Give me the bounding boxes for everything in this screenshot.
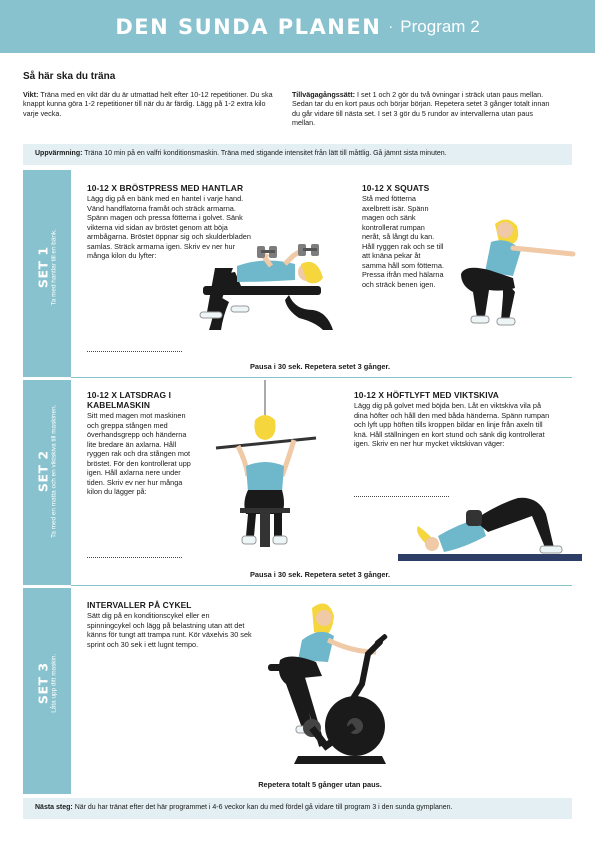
squat-illustration bbox=[455, 212, 580, 340]
set2-pause: Pausa i 30 sek. Repetera setet 3 gånger. bbox=[249, 570, 391, 579]
warmup-label: Uppvärmning: bbox=[35, 150, 83, 157]
next-step-text: När du har tränat efter det här programmet i 4-6 veckor kan du med fördel gå vidare till program 3 i den sunda gymplanen. bbox=[74, 804, 453, 811]
method-description: I set 1 och 2 gör du två övningar i sträck utan paus mellan. Sedan tar du en kort paus och börjar början. Repetera setet 3 gånger totalt innan du går vidare till nästa set. I set 3 gör du 5 rundor av intervallerna utan paus mellan. bbox=[292, 90, 550, 128]
set1-label: SET 1 bbox=[35, 246, 51, 289]
program-title: DEN SUNDA PLANEN bbox=[115, 14, 382, 39]
set2-label-group bbox=[35, 368, 58, 575]
set1-ex2-title: 10-12 X SQUATS bbox=[362, 183, 430, 193]
weight-label: Vikt: bbox=[23, 90, 39, 99]
warmup-text: Träna 10 min på en valfri konditionsmaskin. Träna med stigande intensitet från lätt till måttlig. Gå jämnt sista minuten. bbox=[84, 150, 447, 157]
set2-ex2-title: 10-12 X HÖFTLYFT MED VIKTSKIVA bbox=[354, 390, 499, 400]
set2-write-line-1 bbox=[87, 557, 182, 558]
set1-pause: Pausa i 30 sek. Repetera setet 3 gånger. bbox=[249, 362, 391, 371]
set2-sub: Ta med en matta och en viktskiva till maskinen. bbox=[50, 404, 58, 538]
method-label: Tillvägagångssätt: bbox=[292, 90, 355, 99]
lat-pulldown-illustration bbox=[212, 380, 322, 555]
set2-divider bbox=[71, 585, 572, 586]
set1-ex1-text: Lägg dig på en bänk med en hantel i varje hand. Vänd handflatorna framåt och sträck armarna. Spänn magen och pressa fötterna i golvet. Sänk vikterna vid sidan av bröstet genom att böja armbågarna. Bröstet öppnar sig och skulderbladen samlas. Sträck armarna igen. Skriv ev ner hur många kilon du lyfter: bbox=[87, 194, 251, 260]
set3-pause: Repetera totalt 5 gånger utan paus. bbox=[258, 780, 382, 789]
set3-label-group bbox=[35, 580, 58, 787]
set1-ex1-title: 10-12 X BRÖSTPRESS MED HANTLAR bbox=[87, 183, 244, 193]
page-header bbox=[0, 0, 595, 53]
set2-label: SET 2 bbox=[35, 450, 51, 493]
set1-sub: Ta med hantlar till en bänk. bbox=[50, 229, 58, 306]
set1-divider bbox=[71, 377, 572, 378]
set3-ex1-text: Sätt dig på en konditionscykel eller en spinningcykel och lägg på belastning utan att det känns för tungt att trampa runt. Kör växelvis 30 sek sprint och 30 sek i ett lugnt tempo. bbox=[87, 611, 252, 649]
set3-ex1-title: INTERVALLER PÅ CYKEL bbox=[87, 600, 192, 610]
weight-description: Träna med en vikt där du är utmattad helt efter 10-12 repetitioner. Du ska knappt kunna göra 1-2 repetitioner till när du är färdig. Lägg på 1-2 extra kilo varje vecka. bbox=[23, 90, 273, 118]
set1-ex2-text: Stå med fötterna axelbrett isär. Spänn magen och sänk kontrollerat rumpan neråt, så långt du kan. Håll ryggen rak och se till att knäna pekar åt samma håll som fötterna. Pressa ifrån med hälarna och sträck benen igen. bbox=[362, 194, 444, 289]
intro-method-text bbox=[292, 90, 558, 128]
program-number: Program 2 bbox=[400, 16, 480, 36]
set2-ex1-title: 10-12 X LATSDRAG I KABELMASKIN bbox=[87, 390, 172, 411]
set3-sub: Låta upp ditt maskin. bbox=[50, 653, 58, 713]
set3-label: SET 3 bbox=[35, 662, 51, 705]
title-separator: · bbox=[388, 18, 394, 35]
intro-heading: Så här ska du träna bbox=[23, 71, 116, 82]
bike-illustration bbox=[262, 596, 392, 776]
next-step-label: Nästa steg: bbox=[35, 804, 73, 811]
set1-write-line bbox=[87, 351, 182, 352]
warmup-band bbox=[23, 144, 572, 165]
footer-band bbox=[23, 798, 572, 819]
set1-sidebar bbox=[23, 170, 71, 377]
intro-weight-text bbox=[23, 90, 275, 118]
set2-ex1-text: Sitt med magen mot maskinen och greppa stången med överhandsgrepp och händerna lite bredare än axlarna. Håll ryggen rak och dra stången mot bröstet. För den kontrollerat upp igen. Håll axlarna nere under tiden. Skriv ev ner hur många kilon du lägger på: bbox=[87, 411, 191, 496]
bench-press-illustration bbox=[195, 238, 345, 338]
set3-sidebar bbox=[23, 588, 71, 794]
set2-ex2-text: Lägg dig på golvet med böjda ben. Låt en viktskiva vila på dina höfter och håll den med båda händerna. Spänn rumpan och lyft upp höften tills kroppen bildar en linje från axeln till knä. Håll ställningen en kort stund och sänk dig kontrollerat igen. Skriv en ner hur mycket viktskivan väger: bbox=[354, 401, 550, 448]
set2-sidebar bbox=[23, 380, 71, 585]
set1-label-group bbox=[35, 164, 58, 371]
hip-thrust-illustration bbox=[398, 496, 583, 566]
